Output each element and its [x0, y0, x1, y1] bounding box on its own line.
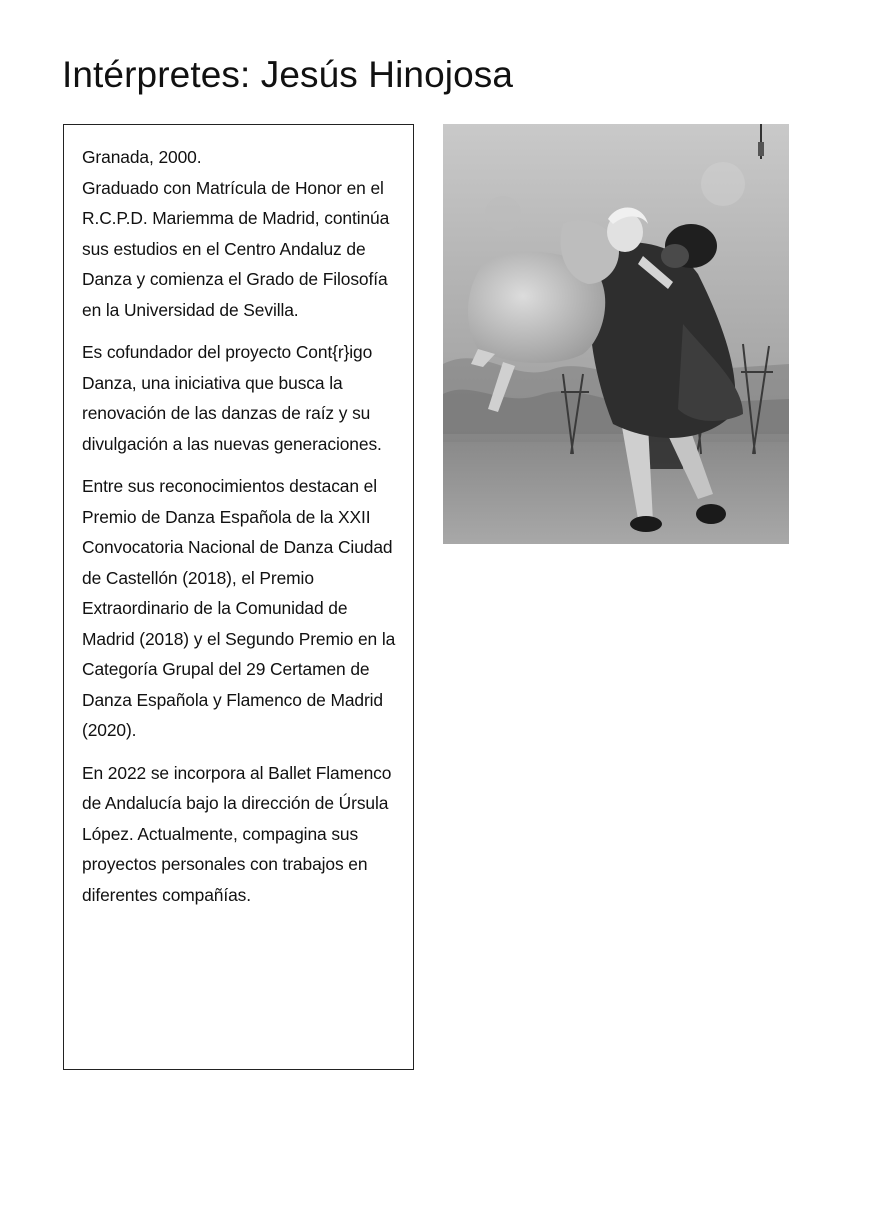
dancers-photo-illustration: [443, 124, 789, 544]
dancers-photo: [443, 124, 789, 544]
bio-paragraph-3: Entre sus reconocimientos destacan el Premio de Danza Española de la XXII Convocatoria Nacional de Danza Ciudad de Castellón (2018), el Premio Extraordinario de la Comunidad de Madrid (2018) y el Segundo Premio en la Categoría Grupal del 29 Certamen de Danza Española y Flamenco de Madrid (2020).: [82, 476, 396, 740]
bio-paragraph-2: Es cofundador del proyecto Cont{r}igo Danza, una iniciativa que busca la renovación de las danzas de raíz y su divulgación a las nuevas generaciones.: [82, 342, 382, 454]
bio-paragraph-1: [82, 142, 401, 325]
bio-education-text: Graduado con Matrícula de Honor en el R.C.P.D. Mariemma de Madrid, continúa sus estudios en el Centro Andaluz de Danza y comienza el Grado de Filosofía en la Universidad de Sevilla.: [82, 177, 390, 320]
bio-text-box: [63, 124, 414, 1070]
bio-paragraph-4: En 2022 se incorpora al Ballet Flamenco de Andalucía bajo la dirección de Úrsula López. Actualmente, compagina sus proyectos personales con trabajos en diferentes compañías.: [82, 762, 392, 905]
bio-birth-line: Granada, 2000.: [82, 147, 202, 167]
page-title: Intérpretes: Jesús Hinojosa: [62, 54, 514, 95]
